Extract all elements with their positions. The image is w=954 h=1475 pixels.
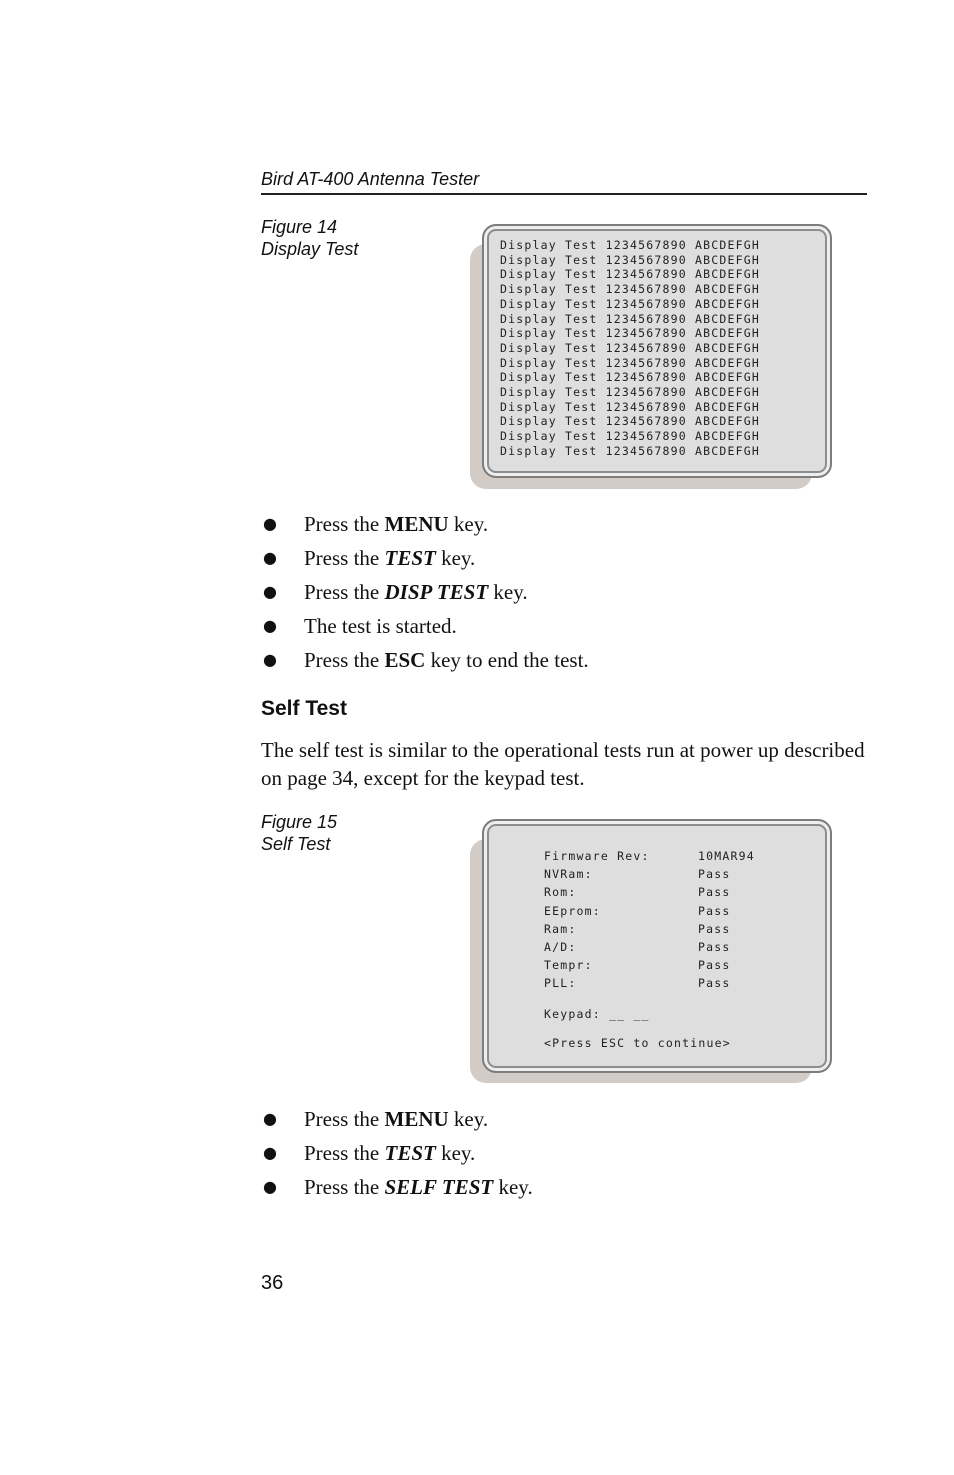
display-test-line: Display Test 1234567890 ABCDEFGH xyxy=(500,282,760,297)
bullet-icon: ● xyxy=(263,514,277,533)
self-test-row-value: Pass xyxy=(698,958,731,973)
display-test-line: Display Test 1234567890 ABCDEFGH xyxy=(500,370,760,385)
bullet-icon: ● xyxy=(263,1143,277,1162)
bullet-icon: ● xyxy=(263,548,277,567)
display-test-line: Display Test 1234567890 ABCDEFGH xyxy=(500,340,760,355)
running-header: Bird AT-400 Antenna Tester xyxy=(261,168,867,195)
section-title: Self Test xyxy=(261,697,347,720)
key-name: TEST xyxy=(384,1141,436,1165)
step-text: Press the xyxy=(304,648,385,672)
self-test-row-label: A/D: xyxy=(544,940,577,955)
key-name: TEST xyxy=(384,546,436,570)
self-test-row-label: Ram: xyxy=(544,921,577,936)
bullet-icon: ● xyxy=(263,650,277,669)
step-text-end: key. xyxy=(435,546,476,570)
bullet-icon: ● xyxy=(263,1109,277,1128)
key-name: MENU xyxy=(384,1107,449,1131)
step-item xyxy=(261,643,589,677)
display-test-line: Display Test 1234567890 ABCDEFGH xyxy=(500,311,760,326)
self-test-row-value: Pass xyxy=(698,976,731,991)
self-test-row xyxy=(544,847,755,865)
self-test-row-label: Tempr: xyxy=(544,958,593,973)
figure-15-title: Self Test xyxy=(261,834,331,854)
step-text: Press the xyxy=(304,1107,385,1131)
self-test-results xyxy=(544,847,755,993)
self-test-screen xyxy=(470,819,832,1084)
display-test-line: Display Test 1234567890 ABCDEFGH xyxy=(500,429,760,444)
figure-14-label: Figure 14 xyxy=(261,217,338,237)
step-item xyxy=(261,1102,533,1136)
self-test-row-value: Pass xyxy=(698,921,731,936)
self-test-row-label: PLL: xyxy=(544,976,577,991)
step-item xyxy=(261,575,589,609)
display-test-line: Display Test 1234567890 ABCDEFGH xyxy=(500,252,760,267)
step-text-end: key to end the test. xyxy=(425,648,589,672)
self-test-row xyxy=(544,956,755,974)
figure-15-caption xyxy=(261,811,337,855)
key-name: SELF TEST xyxy=(384,1175,494,1199)
self-test-row-value: 10MAR94 xyxy=(698,849,755,863)
keypad-line: Keypad: __ __ xyxy=(544,1007,650,1021)
display-test-line: Display Test 1234567890 ABCDEFGH xyxy=(500,296,760,311)
page-number: 36 xyxy=(261,1272,284,1294)
display-test-line: Display Test 1234567890 ABCDEFGH xyxy=(500,443,760,458)
self-test-row xyxy=(544,938,755,956)
self-test-row-label: Rom: xyxy=(544,885,577,900)
step-item xyxy=(261,1136,533,1170)
continue-prompt: <Press ESC to continue> xyxy=(544,1036,731,1050)
self-test-row-label: Firmware Rev: xyxy=(544,849,650,863)
display-test-line: Display Test 1234567890 ABCDEFGH xyxy=(500,414,760,429)
step-text: The test is started. xyxy=(304,614,457,638)
step-text-end: key. xyxy=(448,1107,489,1131)
self-test-row-label: EEprom: xyxy=(544,903,601,918)
display-test-steps xyxy=(261,507,589,677)
step-text: Press the xyxy=(304,1175,385,1199)
step-item xyxy=(261,541,589,575)
self-test-row-value: Pass xyxy=(698,903,731,918)
step-text: Press the xyxy=(304,1141,385,1165)
bullet-icon: ● xyxy=(263,1177,277,1196)
display-test-line: Display Test 1234567890 ABCDEFGH xyxy=(500,326,760,341)
self-test-row xyxy=(544,974,755,992)
display-test-line: Display Test 1234567890 ABCDEFGH xyxy=(500,399,760,414)
self-test-row xyxy=(544,865,755,883)
step-item xyxy=(261,507,589,541)
key-name: ESC xyxy=(384,648,426,672)
display-test-line: Display Test 1234567890 ABCDEFGH xyxy=(500,385,760,400)
self-test-row xyxy=(544,902,755,920)
self-test-row-label: NVRam: xyxy=(544,867,593,882)
self-test-row-value: Pass xyxy=(698,885,731,900)
step-text-end: key. xyxy=(488,580,528,604)
lcd-panel xyxy=(482,819,832,1073)
figure-15-label: Figure 15 xyxy=(261,812,338,832)
display-test-line: Display Test 1234567890 ABCDEFGH xyxy=(500,267,760,282)
figure-14-caption xyxy=(261,216,358,260)
step-text: Press the xyxy=(304,546,385,570)
lcd-panel xyxy=(482,224,832,478)
step-text: Press the xyxy=(304,580,385,604)
key-name: DISP TEST xyxy=(384,580,489,604)
self-test-row xyxy=(544,920,755,938)
self-test-row-value: Pass xyxy=(698,867,731,882)
step-text: Press the xyxy=(304,512,385,536)
step-text-end: key. xyxy=(493,1175,533,1199)
self-test-steps xyxy=(261,1102,533,1204)
step-text-end: key. xyxy=(435,1141,476,1165)
step-item xyxy=(261,1170,533,1204)
key-name: MENU xyxy=(384,512,449,536)
display-test-line: Display Test 1234567890 ABCDEFGH xyxy=(500,355,760,370)
figure-14-title: Display Test xyxy=(261,239,359,259)
step-item xyxy=(261,609,589,643)
self-test-row-value: Pass xyxy=(698,940,731,955)
bullet-icon: ● xyxy=(263,616,277,635)
section-body: The self test is similar to the operational tests run at power up described on page 34, except for the keypad test. xyxy=(261,738,865,790)
display-test-line: Display Test 1234567890 ABCDEFGH xyxy=(500,238,760,252)
display-test-lines xyxy=(500,238,760,459)
display-test-screen xyxy=(470,224,832,489)
self-test-row xyxy=(544,883,755,901)
step-text-end: key. xyxy=(448,512,489,536)
bullet-icon: ● xyxy=(263,582,277,601)
